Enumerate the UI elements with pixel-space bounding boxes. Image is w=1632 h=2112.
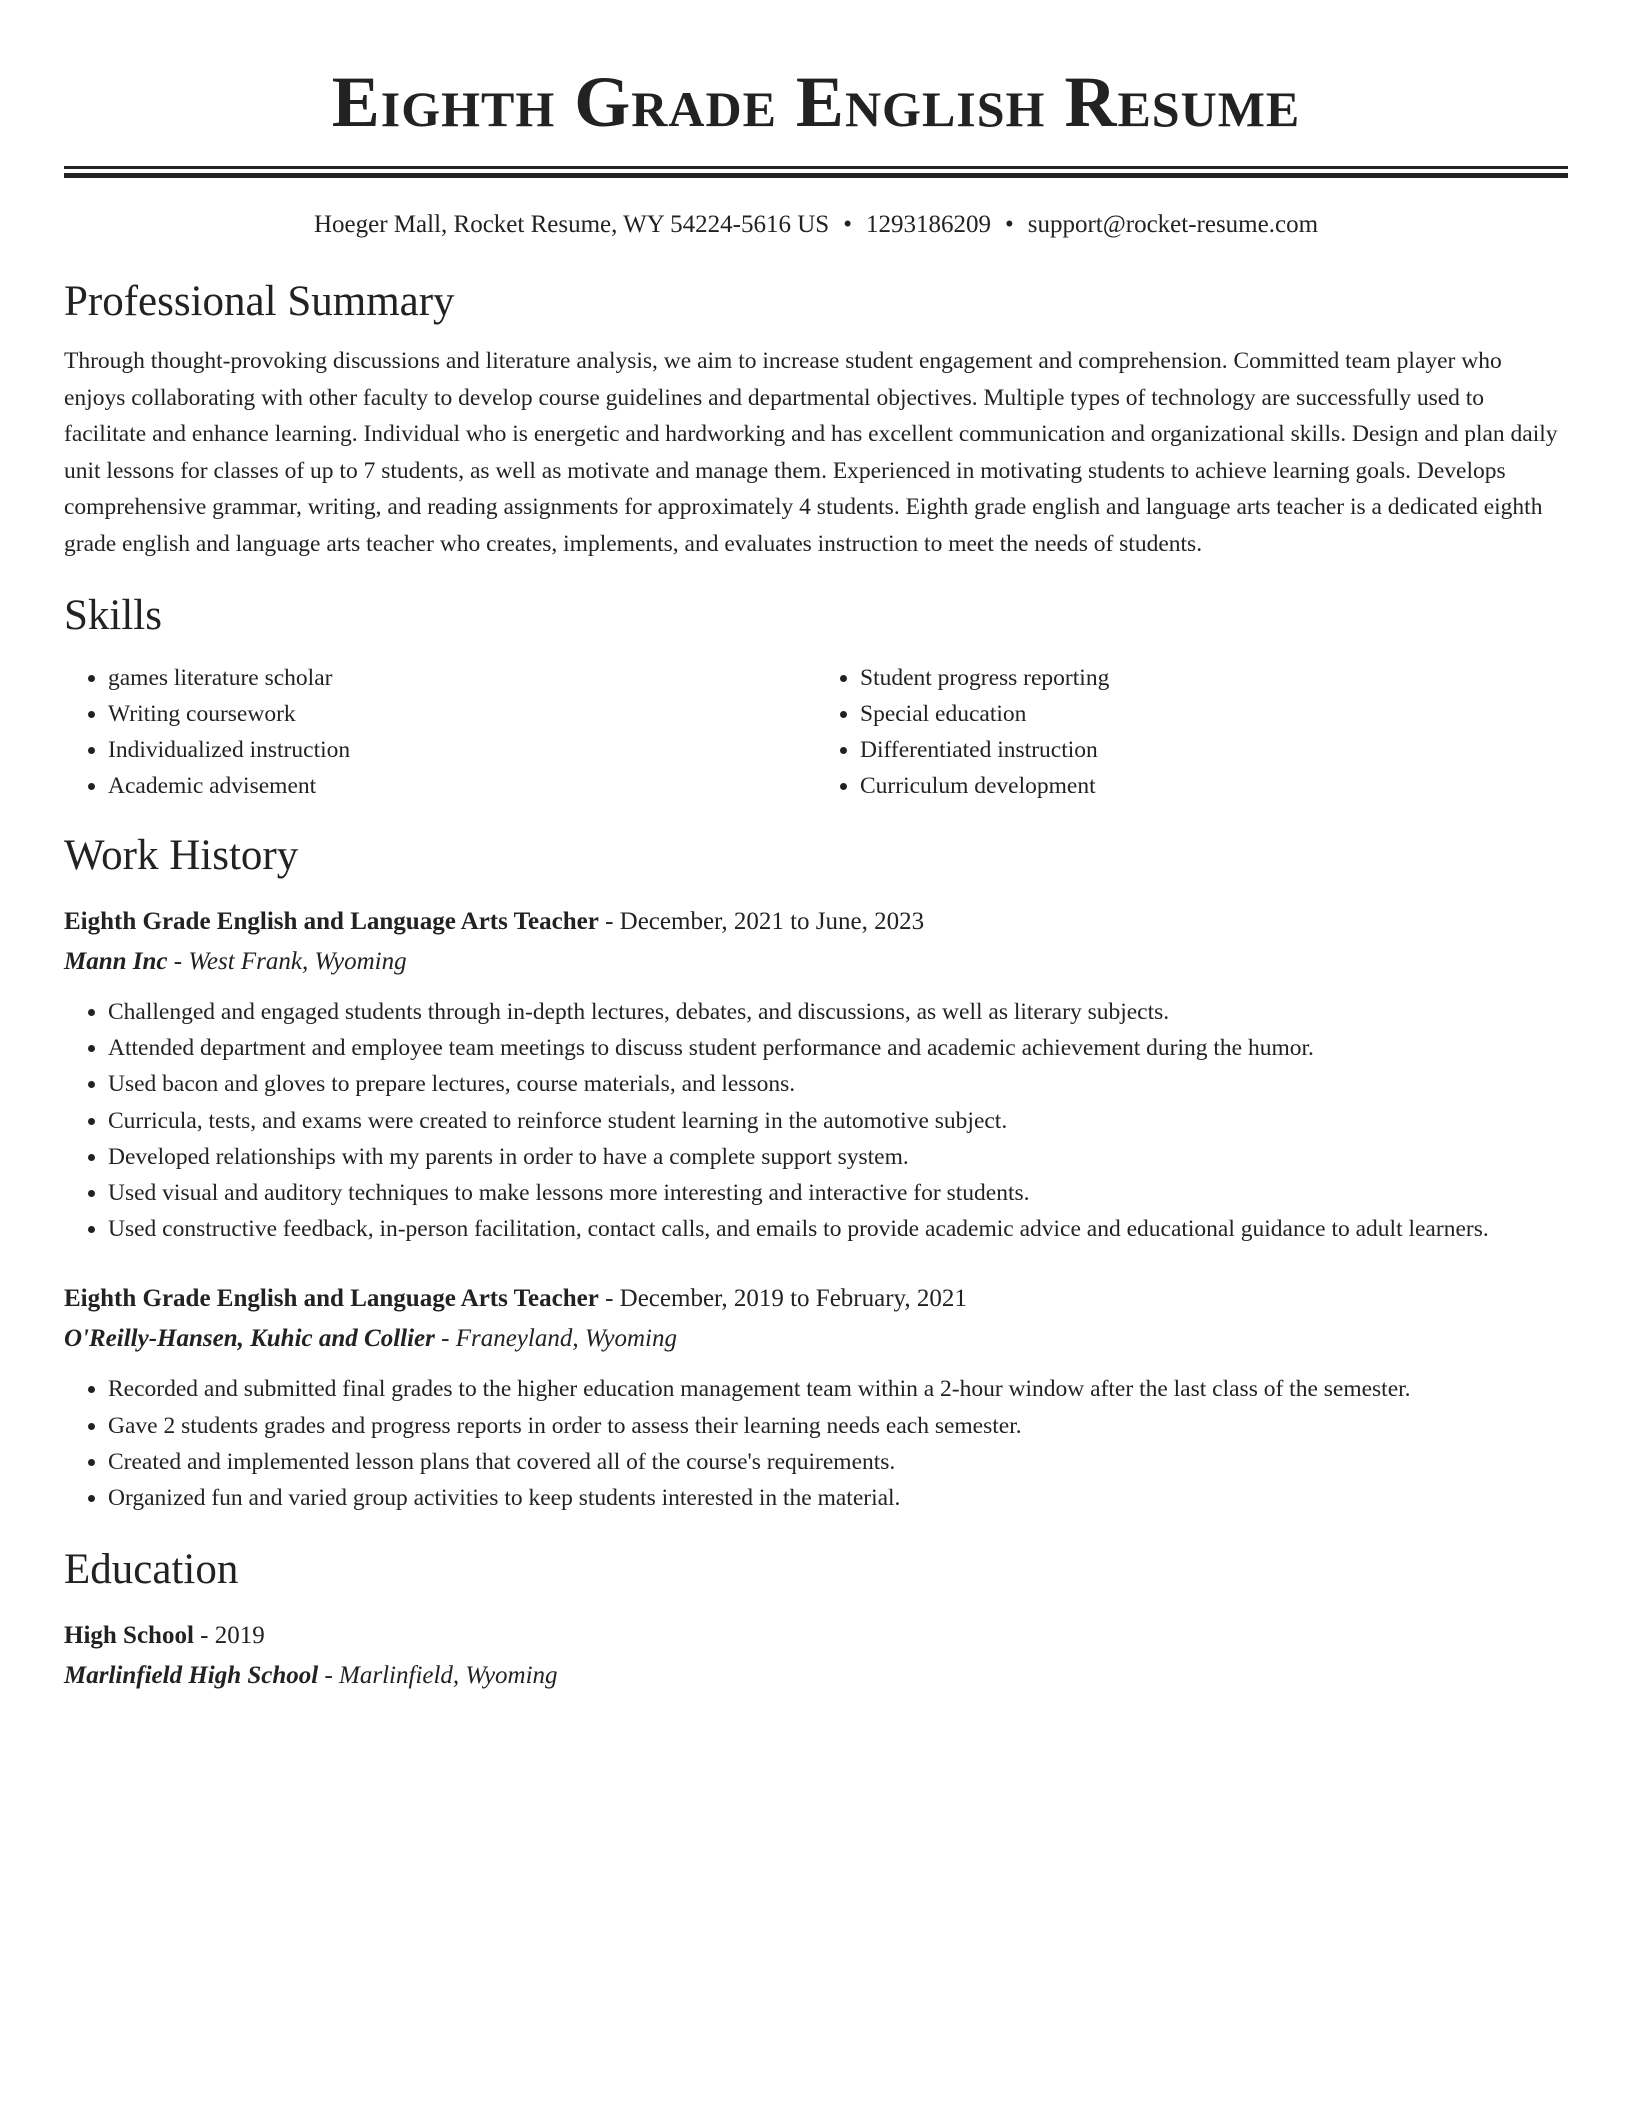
- skill-item: • Individualized instruction: [108, 732, 816, 768]
- job-location: West Frank, Wyoming: [188, 948, 407, 975]
- job-bullet: • Challenged and engaged students through in-depth lectures, debates, and discussions, as well as literary subjects.: [108, 994, 1568, 1030]
- section-title-skills: Skills: [64, 592, 162, 639]
- skills-list: [64, 660, 1568, 804]
- job-location: Franeyland, Wyoming: [455, 1325, 677, 1353]
- education-school-line: [64, 1656, 1568, 1696]
- education-school: Marlinfield High School: [64, 1662, 319, 1690]
- job-bullets: [64, 1371, 1568, 1516]
- job-bullet: • Used bacon and gloves to prepare lectures, course materials, and lessons.: [108, 1066, 1568, 1102]
- job-bullet: • Used visual and auditory techniques to make lessons more interesting and interactive for students.: [108, 1175, 1568, 1211]
- job-position: Eighth Grade English and Language Arts Teacher: [64, 908, 599, 935]
- job-bullets: [64, 994, 1568, 1247]
- job-bullet: • Developed relationships with my parents in order to have a complete support system.: [108, 1139, 1568, 1175]
- dash: -: [200, 1622, 209, 1650]
- dash: -: [441, 1325, 450, 1353]
- skills-column-right: [816, 660, 1568, 804]
- job-bullet: • Used constructive feedback, in-person facilitation, contact calls, and emails to provide academic advice and educational guidance to adult learners.: [108, 1211, 1568, 1247]
- skills-column-left: [64, 660, 816, 804]
- contact-address: Hoeger Mall, Rocket Resume, WY 54224-5616 US: [313, 211, 830, 238]
- section-title-work-history: Work History: [64, 832, 299, 879]
- contact-separator: •: [1004, 211, 1014, 238]
- section-title-education: Education: [64, 1546, 239, 1594]
- job-bullet: • Attended department and employee team meetings to discuss student performance and academic achievement during the humor.: [108, 1030, 1568, 1066]
- summary-text: Through thought-provoking discussions and literature analysis, we aim to increase student engagement and comprehension. Committed team player who enjoys collaborating with other faculty to develop course guidelines and departmental objectives. Multiple types of technology are successfully used to facilitate and enhance learning. Individual who is energetic and hardworking and has excellent communication and organizational skills. Design and plan daily unit lessons for classes of up to 7 students, as well as motivate and manage them. Experienced in motivating students to achieve learning goals. Develops comprehensive grammar, writing, and reading assignments for approximately 4 students. Eighth grade english and language arts teacher is a dedicated eighth grade english and language arts teacher who creates, implements, and evaluates instruction to meet the needs of students.: [64, 348, 1558, 557]
- skill-item: • Academic advisement: [108, 768, 816, 804]
- job-header: [64, 902, 1568, 942]
- skill-item: • games literature scholar: [108, 660, 816, 696]
- skill-item: • Writing coursework: [108, 696, 816, 732]
- resume-title: Eighth Grade English Resume: [331, 62, 1301, 142]
- job-dates: December, 2021 to June, 2023: [619, 908, 925, 935]
- skill-item: • Student progress reporting: [860, 660, 1568, 696]
- job-company-line: [64, 942, 1568, 982]
- dash: -: [173, 948, 183, 975]
- dash: -: [605, 1285, 614, 1313]
- job-bullet: • Created and implemented lesson plans that covered all of the course's requirements.: [108, 1444, 1568, 1480]
- job-bullet: • Gave 2 students grades and progress reports in order to assess their learning needs each semester.: [108, 1408, 1568, 1444]
- job-company-line: [64, 1319, 1568, 1359]
- section-title-summary: Professional Summary: [64, 278, 455, 325]
- education-degree: High School: [64, 1622, 194, 1650]
- skill-item: • Curriculum development: [860, 768, 1568, 804]
- education-year: 2019: [214, 1622, 265, 1650]
- job-header: [64, 1279, 1568, 1319]
- contact-separator: •: [843, 211, 852, 238]
- title-double-rule: [64, 166, 1568, 178]
- skill-item: • Differentiated instruction: [860, 732, 1568, 768]
- job-dates: December, 2019 to February, 2021: [619, 1285, 967, 1313]
- job-bullet: • Curricula, tests, and exams were created to reinforce student learning in the automotive subject.: [108, 1103, 1568, 1139]
- job-entry: [64, 902, 1568, 1247]
- job-position: Eighth Grade English and Language Arts Teacher: [64, 1285, 599, 1313]
- dash: -: [324, 1662, 333, 1690]
- dash: -: [605, 908, 614, 935]
- education-header: [64, 1616, 1568, 1656]
- contact-email: support@rocket-resume.com: [1027, 211, 1319, 238]
- contact-phone: 1293186209: [865, 211, 991, 238]
- skill-item: • Special education: [860, 696, 1568, 732]
- job-bullet: • Organized fun and varied group activities to keep students interested in the material.: [108, 1480, 1568, 1516]
- education-entry: [64, 1616, 1568, 1696]
- contact-line: [64, 208, 1568, 242]
- job-bullet: • Recorded and submitted final grades to the higher education management team within a 2-hour window after the last class of the semester.: [108, 1371, 1568, 1407]
- education-location: Marlinfield, Wyoming: [339, 1662, 558, 1690]
- job-company: Mann Inc: [64, 948, 168, 975]
- job-entry: [64, 1279, 1568, 1516]
- job-company: O'Reilly-Hansen, Kuhic and Collier: [64, 1325, 435, 1353]
